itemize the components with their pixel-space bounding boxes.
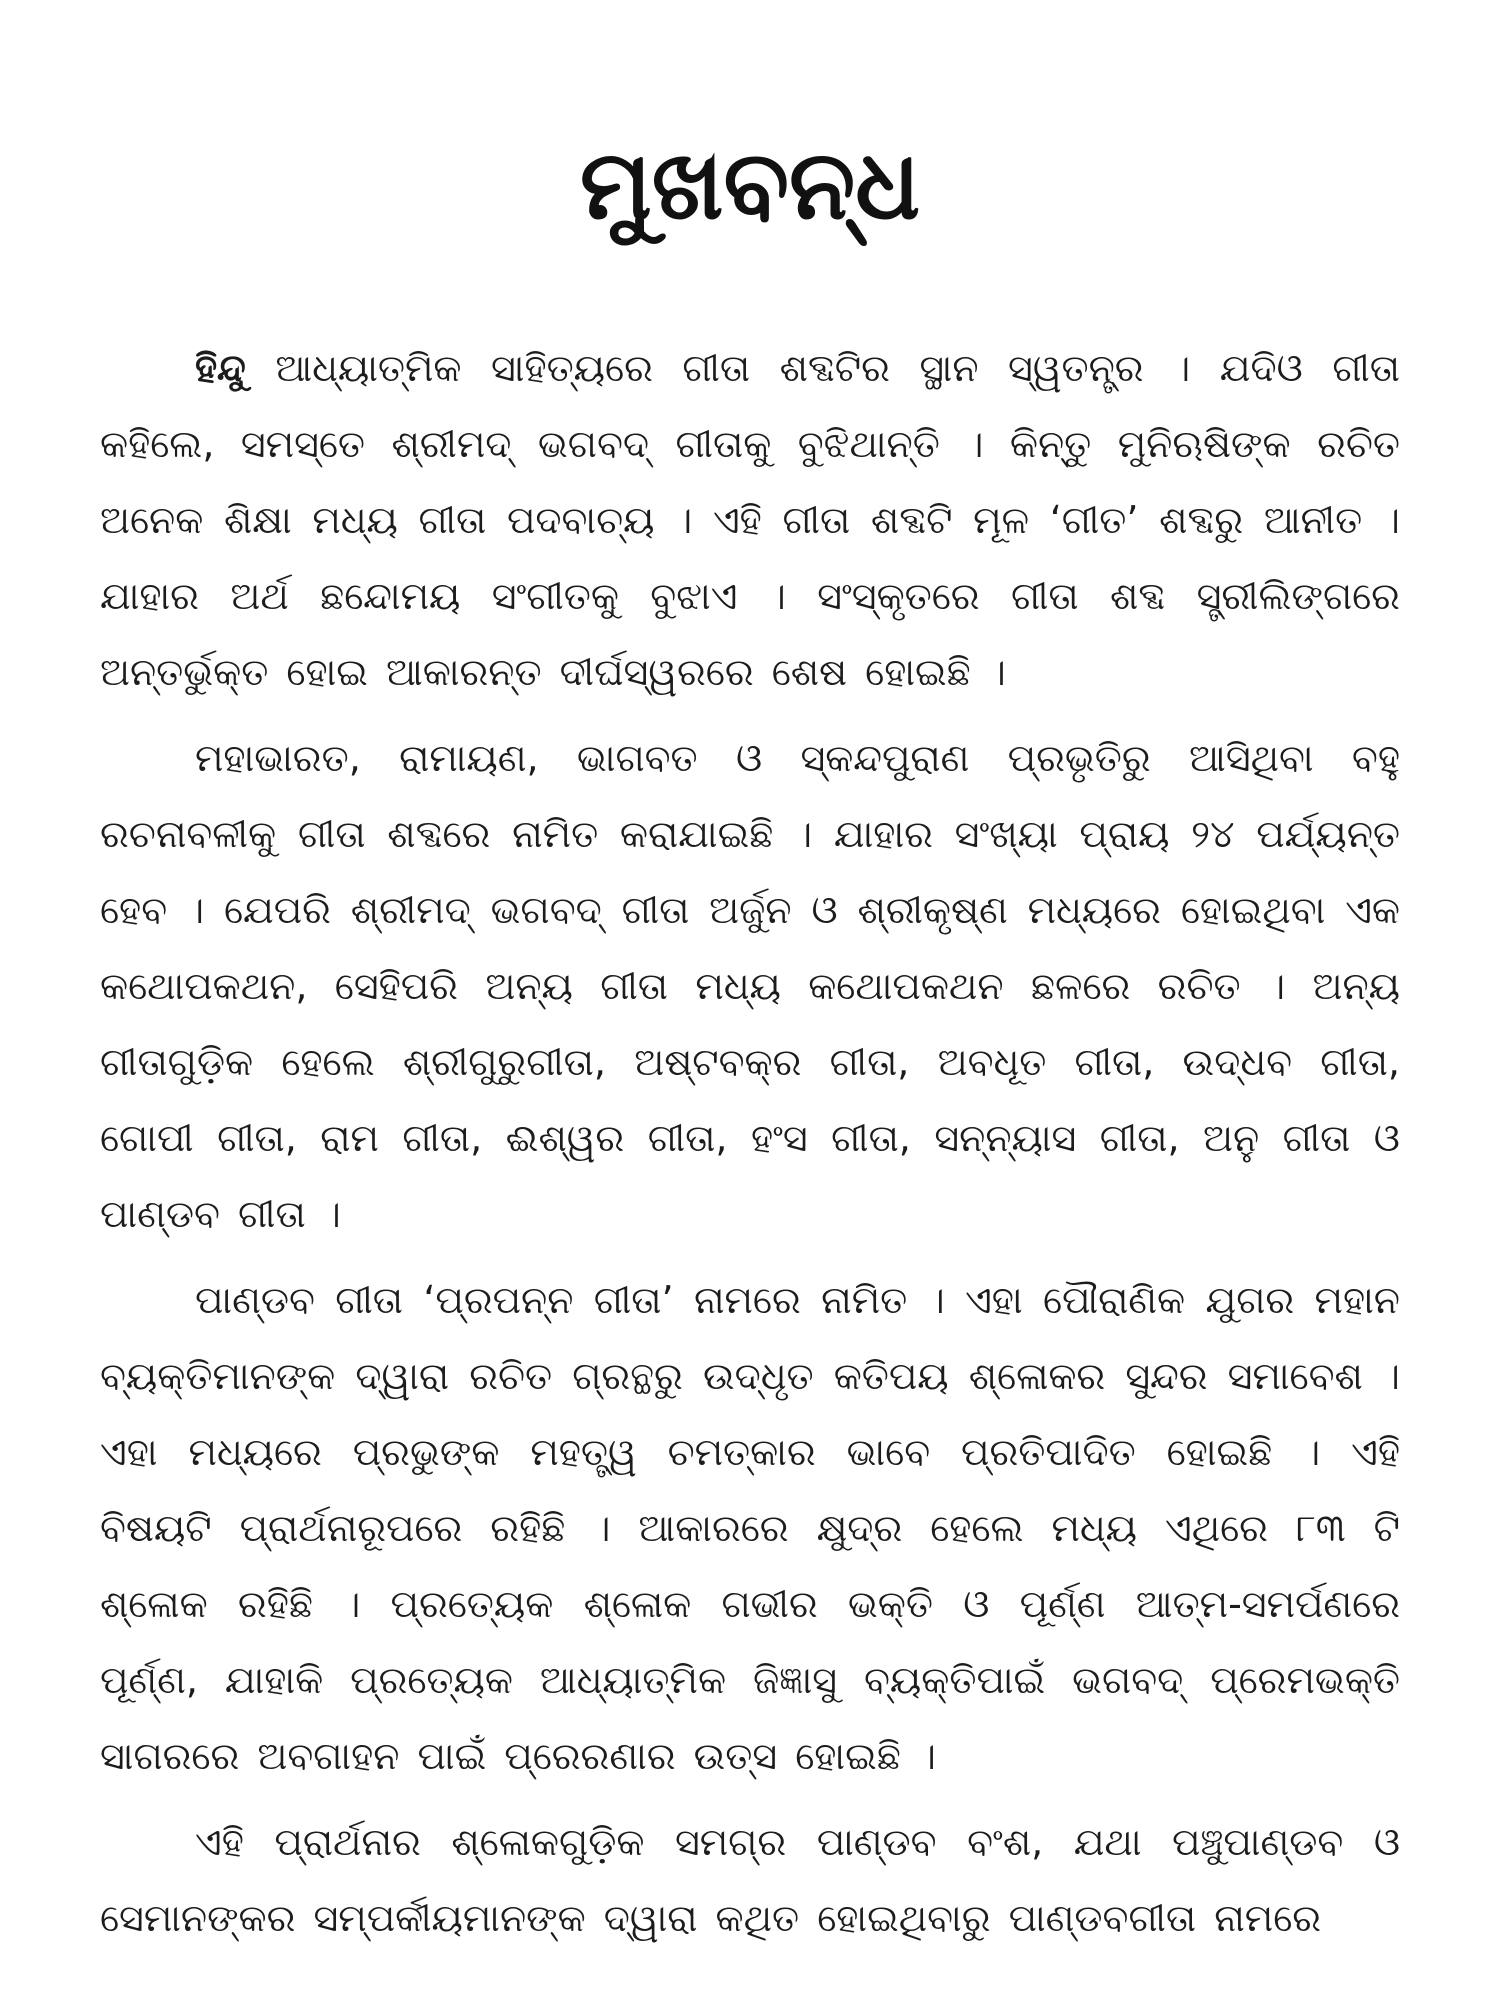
paragraph-3	[100, 1262, 1400, 1794]
paragraph-1	[100, 330, 1400, 710]
paragraph-lead-word: ହିନ୍ଦୁ	[195, 346, 246, 390]
paragraph-text: ଏହି ପ୍ରାର୍ଥନାର ଶ୍ଳୋକଗୁଡ଼ିକ ସମଗ୍ର ପାଣ୍ଡବ ବଂଶ, ଯଥା ପଞ୍ଚୁପାଣ୍ଡବ ଓ ସେମାନଙ୍କର ସମ୍ପର୍କୀୟମାନଙ୍କ ଦ୍ୱାରା କଥିତ ହୋଇଥିବାରୁ ପାଣ୍ଡବଗୀତା ନାମରେ	[100, 1820, 1400, 1940]
paragraph-4	[100, 1804, 1400, 1956]
paragraph-2	[100, 720, 1400, 1252]
page-title: ମୁଖବନ୍ଧ	[579, 129, 921, 241]
paragraph-text: ମହାଭାରତ, ରାମାୟଣ, ଭାଗବତ ଓ ସ୍କନ୍ଦପୁରାଣ ପ୍ରଭୃତିରୁ ଆସିଥିବା ବହୁ ରଚନାବଳୀକୁ ଗୀତା ଶବ୍ଦରେ ନାମିତ କରାଯାଇଛି । ଯାହାର ସଂଖ୍ୟା ପ୍ରାୟ ୨୪ ପର୍ଯ୍ୟନ୍ତ ହେବ । ଯେପରି ଶ୍ରୀମଦ୍ ଭଗବଦ୍ ଗୀତା ଅର୍ଜୁନ ଓ ଶ୍ରୀକୃଷ୍ଣ ମଧ୍ୟରେ ହୋଇଥିବା ଏକ କଥୋପକଥନ, ସେହିପରି ଅନ୍ୟ ଗୀତା ମଧ୍ୟ କଥୋପକଥନ ଛଳରେ ରଚିତ । ଅନ୍ୟ ଗୀତାଗୁଡ଼ିକ ହେଲେ ଶ୍ରୀଗୁରୁଗୀତା, ଅଷ୍ଟବକ୍ର ଗୀତା, ଅବଧୂତ ଗୀତା, ଉଦ୍ଧବ ଗୀତା, ଗୋପୀ ଗୀତା, ରାମ ଗୀତା, ଈଶ୍ୱର ଗୀତା, ହଂସ ଗୀତା, ସନ୍ନ୍ୟାସ ଗୀତା, ଅନୁ ଗୀତା ଓ ପାଣ୍ଡବ ଗୀତା ।	[100, 736, 1400, 1236]
paragraph-text: ଆଧ୍ୟାତ୍ମିକ ସାହିତ୍ୟରେ ଗୀତା ଶବ୍ଦଟିର ସ୍ଥାନ ସ୍ୱତନ୍ତ୍ର । ଯଦିଓ ଗୀତା କହିଲେ, ସମସ୍ତେ ଶ୍ରୀମଦ୍ ଭଗବଦ୍ ଗୀତାକୁ ବୁଝିଥାନ୍ତି । କିନ୍ତୁ ମୁନିଋଷିଙ୍କ ରଚିତ ଅନେକ ଶିକ୍ଷା ମଧ୍ୟ ଗୀତା ପଦବାଚ୍ୟ । ଏହି ଗୀତା ଶବ୍ଦଟି ମୂଳ ‘ଗୀତ’ ଶବ୍ଦରୁ ଆନୀତ । ଯାହାର ଅର୍ଥ ଛନ୍ଦୋମୟ ସଂଗୀତକୁ ବୁଝାଏ । ସଂସ୍କୃତରେ ଗୀତା ଶବ୍ଦ ସ୍ତ୍ରୀଲିଙ୍ଗରେ ଅନ୍ତର୍ଭୁକ୍ତ ହୋଇ ଆକାରନ୍ତ ଦୀର୍ଘସ୍ୱରରେ ଶେଷ ହୋଇଛି ।	[100, 346, 1400, 694]
paragraph-text: ପାଣ୍ଡବ ଗୀତା ‘ପ୍ରପନ୍ନ ଗୀତା’ ନାମରେ ନାମିତ । ଏହା ପୌରାଣିକ ଯୁଗର ମହାନ ବ୍ୟକ୍ତିମାନଙ୍କ ଦ୍ୱାରା ରଚିତ ଗ୍ରନ୍ଥରୁ ଉଦ୍ଧୃତ କତିପୟ ଶ୍ଳୋକର ସୁନ୍ଦର ସମାବେଶ । ଏହା ମଧ୍ୟରେ ପ୍ରଭୁଙ୍କ ମହତ୍ତ୍ୱ ଚମତ୍କାର ଭାବେ ପ୍ରତିପାଦିତ ହୋଇଛି । ଏହି ବିଷୟଟି ପ୍ରାର୍ଥନାରୂପରେ ରହିଛି । ଆକାରରେ କ୍ଷୁଦ୍ର ହେଲେ ମଧ୍ୟ ଏଥିରେ ୮୩ ଟି ଶ୍ଳୋକ ରହିଛି । ପ୍ରତ୍ୟେକ ଶ୍ଳୋକ ଗଭୀର ଭକ୍ତି ଓ ପୂର୍ଣ୍ଣ ଆତ୍ମ-ସମର୍ପଣରେ ପୂର୍ଣ୍ଣ, ଯାହାକି ପ୍ରତ୍ୟେକ ଆଧ୍ୟାତ୍ମିକ ଜିଜ୍ଞାସୁ ବ୍ୟକ୍ତିପାଇଁ ଭଗବଦ୍ ପ୍ରେମଭକ୍ତି ସାଗରରେ ଅବଗାହନ ପାଇଁ ପ୍ରେରଣାର ଉତ୍ସ ହୋଇଛି ।	[100, 1278, 1400, 1778]
